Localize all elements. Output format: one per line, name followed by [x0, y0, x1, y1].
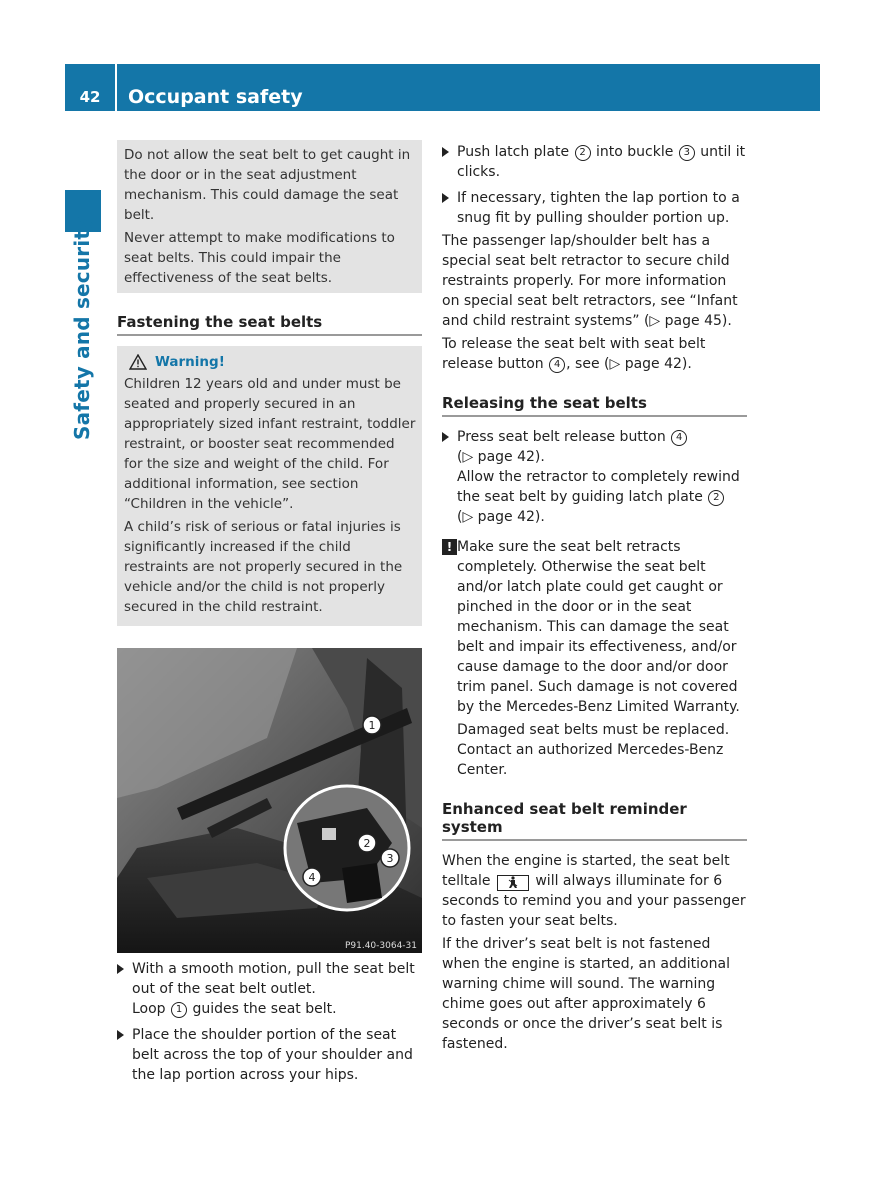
paragraph: When the engine is started, the seat belt telltale will always illuminate for 6 seconds to remind you and your passenger to fasten your seat belts. — [442, 853, 746, 929]
bullet-arrow-icon — [117, 1030, 124, 1040]
paragraph: The passenger lap/shoulder belt has a special seat belt retractor to secure child restraints properly. For more information on special seat belt retractors, see “Infant and child restraint systems” (▷ page 45). — [442, 233, 738, 329]
caution-paragraph: Make sure the seat belt retracts completely. Otherwise the seat belt and/or latch plate could get caught or pinched in the door or in the seat mechanism. This can damage the seat belt and impair its effectiveness, and/or cause damage to the door and/or door trim panel. Such damage is not covered by the Mercedes-Benz Limited Warranty. — [457, 539, 740, 715]
bullet-arrow-icon — [442, 432, 449, 442]
svg-text:4: 4 — [308, 871, 316, 884]
header-divider — [115, 64, 117, 111]
instruction-bullet: Push latch plate 2 into buckle 3 until it clicks. — [442, 142, 747, 182]
caution-notice — [442, 537, 747, 780]
warning-header — [124, 352, 416, 372]
image-code: P91.40-3064-31 — [344, 941, 417, 951]
seatbelt-telltale-icon — [497, 875, 529, 891]
warning-title: Warning! — [155, 354, 225, 370]
warning-paragraph: A child’s risk of serious or fatal injuries is significantly increased if the child restraints are not properly secured in the vehicle and/or the child is not properly secured in the child restraint. — [124, 519, 403, 615]
warning-box — [117, 346, 422, 626]
heading-releasing: Releasing the seat belts — [442, 394, 747, 417]
heading-reminder: Enhanced seat belt reminder system — [442, 800, 747, 841]
left-column — [117, 140, 422, 1085]
caution-paragraph: Damaged seat belts must be replaced. Contact an authorized Mercedes-Benz Center. — [457, 722, 730, 778]
instruction-bullet: With a smooth motion, pull the seat belt out of the seat belt outlet. Loop 1 guides the seat belt. — [117, 959, 422, 1019]
exclamation-icon: ! — [442, 539, 457, 555]
callout-number: 2 — [575, 145, 591, 161]
callout-number: 4 — [549, 357, 565, 373]
side-tab-label: Safety and security — [70, 216, 94, 440]
bullet-arrow-icon — [442, 193, 449, 203]
seat-belt-photo — [117, 648, 422, 953]
note-paragraph: Do not allow the seat belt to get caught in the door or in the seat adjustment mechanism. This could damage the seat belt. — [124, 147, 411, 223]
heading-fastening: Fastening the seat belts — [117, 313, 422, 336]
callout-number: 4 — [671, 430, 687, 446]
svg-text:2: 2 — [363, 837, 371, 850]
callout-number: 2 — [708, 490, 724, 506]
svg-text:1: 1 — [368, 719, 376, 732]
section-title: Occupant safety — [128, 86, 303, 108]
right-column — [442, 140, 747, 1054]
note-box — [117, 140, 422, 293]
warning-paragraph: Children 12 years old and under must be seated and properly secured in an appropriately sized infant restraint, toddler restraint, or booster seat recommended for the size and weight of the child. For additional information, see section “Children in the vehicle”. — [124, 376, 416, 512]
svg-text:3: 3 — [386, 852, 394, 865]
paragraph: If the driver’s seat belt is not fastened when the engine is started, an additional warning chime will sound. The warning chime goes out after approximately 6 seconds or once the driver’s seat belt is fastened. — [442, 936, 730, 1052]
callout-number: 3 — [679, 145, 695, 161]
page-header — [65, 64, 820, 111]
warning-triangle-icon — [129, 354, 147, 370]
instruction-bullet: If necessary, tighten the lap portion to a snug fit by pulling shoulder portion up. — [442, 188, 747, 228]
page-number: 42 — [79, 88, 101, 106]
bullet-arrow-icon — [117, 964, 124, 974]
paragraph: To release the seat belt with seat belt release button 4 , see (▷ page 42). — [442, 336, 706, 372]
seat-photo-illustration — [117, 648, 422, 953]
note-paragraph: Never attempt to make modifications to seat belts. This could impair the effectiveness of the seat belts. — [124, 230, 395, 286]
instruction-bullet: Press seat belt release button 4 (▷ page 42). Allow the retractor to completely rewind the seat belt by guiding latch plate 2 (▷ page 42). — [442, 427, 747, 527]
callout-number: 1 — [171, 1002, 187, 1018]
bullet-arrow-icon — [442, 147, 449, 157]
instruction-bullet: Place the shoulder portion of the seat belt across the top of your shoulder and the lap portion across your hips. — [117, 1025, 422, 1085]
